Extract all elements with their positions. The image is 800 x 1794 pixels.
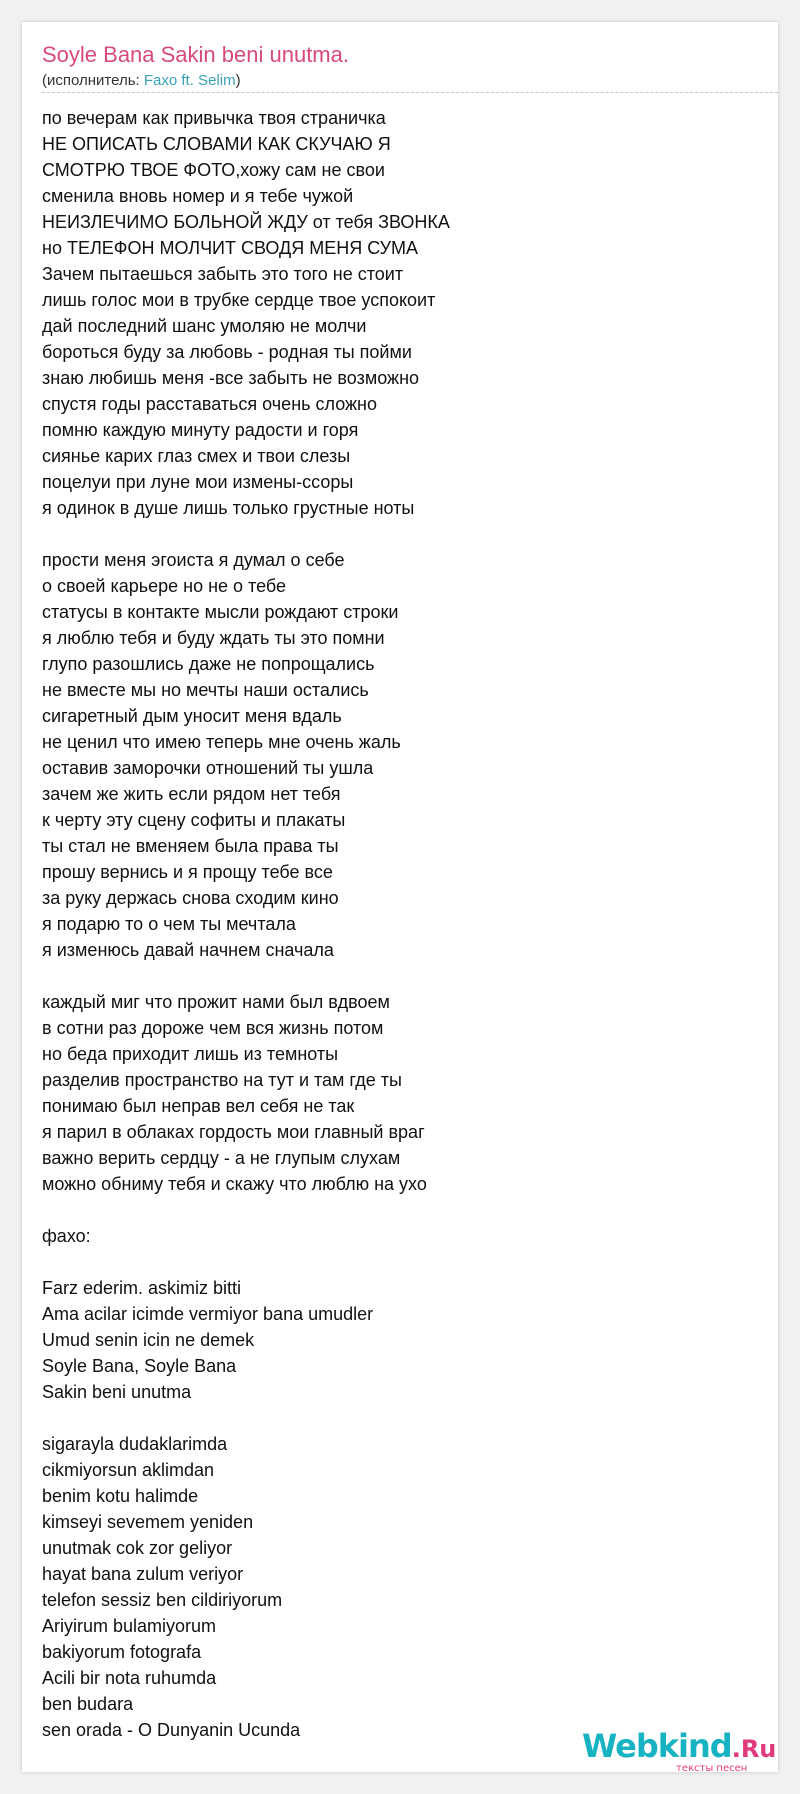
lyric-line: оставив заморочки отношений ты ушла [42, 758, 374, 778]
stanza-break [42, 963, 758, 989]
lyric-line: фахо: [42, 1226, 91, 1246]
lyric-line: о своей карьере но не о тебе [42, 576, 287, 596]
lyric-line: не ценил что имею теперь мне очень жаль [42, 732, 401, 752]
lyric-line: сиянье карих глаз смех и твои слезы [42, 446, 351, 466]
artist-link[interactable]: Faxo ft. Selim [143, 72, 236, 89]
lyric-line: telefon sessiz ben cildiriyorum [42, 1590, 283, 1610]
stanza-break [42, 521, 758, 547]
lyric-line: sen orada - O Dunyanin Ucunda [42, 1720, 301, 1740]
lyric-line: прошу вернись и я прощу тебе все [42, 862, 333, 882]
lyric-line: cikmiyorsun aklimdan [42, 1460, 215, 1480]
lyric-line: сменила вновь номер и я тебе чужой [42, 186, 354, 206]
lyric-line: прости меня эгоиста я думал о себе [42, 550, 345, 570]
lyric-line: ben budara [42, 1694, 134, 1714]
lyric-line: лишь голос мои в трубке сердце твое успокоит [42, 290, 436, 310]
stanza-break [42, 1405, 758, 1431]
lyric-line: kimseyi sevemem yeniden [42, 1512, 254, 1532]
logo-tagline: тексты песен [676, 1763, 748, 1774]
lyric-line: я люблю тебя и буду ждать ты это помни [42, 628, 385, 648]
artist-line [42, 72, 241, 89]
lyric-line: Farz ederim. askimiz bitti [42, 1278, 242, 1298]
lyric-line: Umud senin icin ne demek [42, 1330, 255, 1350]
lyrics-card [22, 22, 778, 1772]
artist-suffix: ) [235, 72, 241, 89]
lyric-line: НЕ ОПИСАТЬ СЛОВАМИ КАК СКУЧАЮ Я [42, 134, 391, 154]
lyric-line: sigarayla dudaklarimda [42, 1434, 228, 1454]
lyric-line: я парил в облаках гордость мои главный враг [42, 1122, 425, 1142]
lyric-line: каждый миг что прожит нами был вдвоем [42, 992, 390, 1012]
logo-wordmark [582, 1727, 776, 1765]
lyric-line: ты стал не вменяем была права ты [42, 836, 339, 856]
logo-name: Webkind [582, 1727, 732, 1765]
lyric-line: я одинок в душе лишь только грустные ноты [42, 498, 415, 518]
lyric-line: Ama acilar icimde vermiyor bana umudler [42, 1304, 374, 1324]
lyric-line: но беда приходит лишь из темноты [42, 1044, 339, 1064]
lyric-line: я подарю то о чем ты мечтала [42, 914, 296, 934]
lyric-line: benim kotu halimde [42, 1486, 199, 1506]
lyric-line: hayat bana zulum veriyor [42, 1564, 244, 1584]
lyrics-text [42, 105, 758, 1743]
lyric-line: бороться буду за любовь - родная ты пойми [42, 342, 412, 362]
stanza-break [42, 1249, 758, 1275]
lyric-line: дай последний шанс умоляю не молчи [42, 316, 367, 336]
lyric-line: Sakin beni unutma [42, 1382, 192, 1402]
lyric-line: в сотни раз дороже чем вся жизнь потом [42, 1018, 384, 1038]
lyric-line: знаю любишь меня -все забыть не возможно [42, 368, 420, 388]
webkind-logo [582, 1727, 782, 1779]
lyric-line: к черту эту сцену софиты и плакаты [42, 810, 346, 830]
lyric-line: зачем же жить если рядом нет тебя [42, 784, 341, 804]
logo-tld: .Ru [731, 1735, 777, 1763]
lyric-line: bakiyorum fotografa [42, 1642, 202, 1662]
lyric-line: но ТЕЛЕФОН МОЛЧИТ СВОДЯ МЕНЯ СУМА [42, 238, 419, 258]
lyric-line: СМОТРЮ ТВОЕ ФОТО,хожу сам не свои [42, 160, 385, 180]
lyric-line: важно верить сердцу - а не глупым слухам [42, 1148, 401, 1168]
lyric-line: Soyle Bana, Soyle Bana [42, 1356, 237, 1376]
song-title: Soyle Bana Sakin beni unutma. [42, 42, 349, 67]
lyric-line: можно обниму тебя и скажу что люблю на ухо [42, 1174, 427, 1194]
lyric-line: Acili bir nota ruhumda [42, 1668, 217, 1688]
divider [42, 92, 778, 93]
lyric-line: НЕИЗЛЕЧИМО БОЛЬНОЙ ЖДУ от тебя ЗВОНКА [42, 212, 450, 232]
lyric-line: разделив пространство на тут и там где ты [42, 1070, 402, 1090]
lyric-line: unutmak cok zor geliyor [42, 1538, 233, 1558]
lyric-line: поцелуи при луне мои измены-ссоры [42, 472, 354, 492]
lyric-line: Зачем пытаешься забыть это того не стоит [42, 264, 404, 284]
lyric-line: я изменюсь давай начнем сначала [42, 940, 334, 960]
lyric-line: Ariyirum bulamiyorum [42, 1616, 217, 1636]
lyric-line: сигаретный дым уносит меня вдаль [42, 706, 342, 726]
artist-prefix: (исполнитель: [42, 72, 144, 89]
lyric-line: по вечерам как привычка твоя страничка [42, 108, 386, 128]
lyric-line: понимаю был неправ вел себя не так [42, 1096, 355, 1116]
lyric-line: статусы в контакте мысли рождают строки [42, 602, 399, 622]
lyric-line: помню каждую минуту радости и горя [42, 420, 359, 440]
stanza-break [42, 1197, 758, 1223]
lyric-line: за руку держась снова сходим кино [42, 888, 339, 908]
lyric-line: не вместе мы но мечты наши остались [42, 680, 369, 700]
lyric-line: спустя годы расставаться очень сложно [42, 394, 378, 414]
lyric-line: глупо разошлись даже не попрощались [42, 654, 375, 674]
